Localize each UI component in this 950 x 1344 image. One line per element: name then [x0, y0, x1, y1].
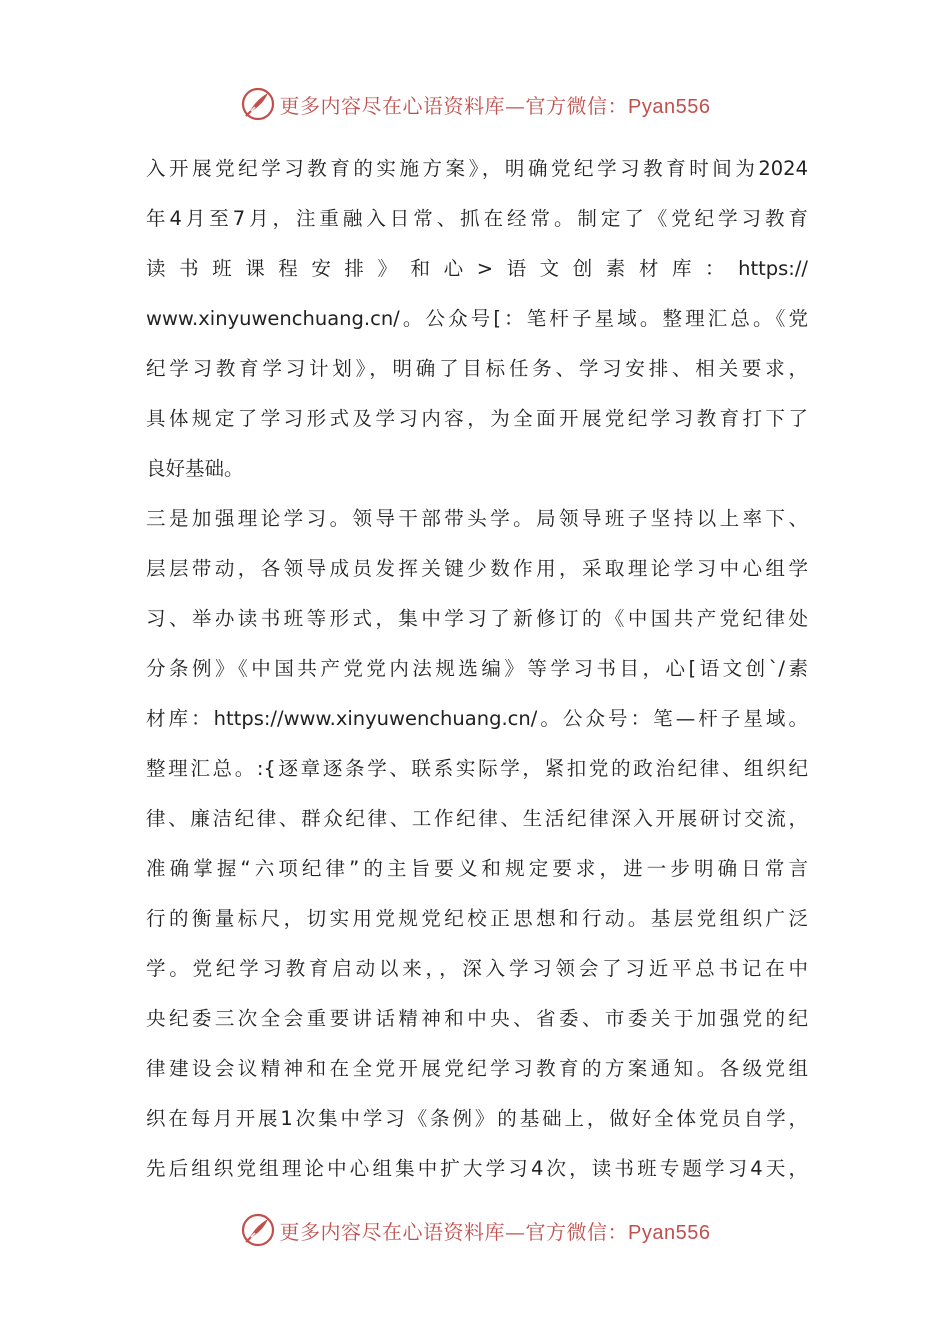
quill-pen-icon [240, 86, 276, 122]
body-line-13: 整理汇总。:{逐章逐条学、联系实际学，紧扣党的政治纪律、组织纪 [146, 757, 808, 780]
body-line-8: 三是加强理论学习。领导干部带头学。局领导班子坚持以上率下、 [146, 507, 808, 530]
watermark-wechat-id: Pyan556 [628, 1221, 711, 1244]
header-watermark [0, 84, 950, 124]
body-line-4: www.xinyuwenchuang.cn/。公众号[：笔杆子星域。整理汇总。《党 [146, 307, 808, 330]
watermark-label: 更多内容尽在心语资料库—官方微信： [279, 93, 629, 118]
watermark-wechat-id: Pyan556 [628, 95, 711, 118]
body-line-11: 分条例》《中国共产党党内法规选编》等学习书目，心[语文创`/素 [146, 657, 808, 680]
body-line-7: 良好基础。 [146, 457, 244, 480]
body-line-20: 织在每月开展1次集中学习《条例》的基础上，做好全体党员自学， [146, 1107, 808, 1130]
watermark-text [280, 90, 711, 119]
watermark-label: 更多内容尽在心语资料库—官方微信： [279, 1219, 629, 1244]
body-line-14: 律、廉洁纪律、群众纪律、工作纪律、生活纪律深入开展研讨交流， [146, 807, 808, 830]
body-line-2: 年4月至7月，注重融入日常、抓在经常。制定了《党纪学习教育 [146, 207, 808, 230]
body-line-21: 先后组织党组理论中心组集中扩大学习4次，读书班专题学习4天， [146, 1157, 808, 1180]
watermark-text [280, 1216, 711, 1245]
body-line-19: 律建设会议精神和在全党开展党纪学习教育的方案通知。各级党组 [146, 1057, 808, 1080]
body-line-9: 层层带动，各领导成员发挥关键少数作用，采取理论学习中心组学 [146, 557, 808, 580]
body-line-16: 行的衡量标尺，切实用党规党纪校正思想和行动。基层党组织广泛 [146, 907, 808, 930]
body-line-10: 习、举办读书班等形式，集中学习了新修订的《中国共产党纪律处 [146, 607, 808, 630]
body-line-17: 学。党纪学习教育启动以来，，深入学习领会了习近平总书记在中 [146, 957, 808, 980]
body-line-12: 材库：https://www.xinyuwenchuang.cn/。公众号：笔—杆子星域。 [146, 707, 808, 730]
body-line-18: 央纪委三次全会重要讲话精神和中央、省委、市委关于加强党的纪 [146, 1007, 808, 1030]
footer-watermark [0, 1210, 950, 1250]
document-body [146, 144, 808, 1194]
body-line-1: 入开展党纪学习教育的实施方案》，明确党纪学习教育时间为2024 [146, 157, 808, 180]
quill-pen-icon [240, 1212, 276, 1248]
body-line-3: 读书班课程安排》和心>语文创素材库：https:// [146, 257, 808, 280]
body-line-6: 具体规定了学习形式及学习内容，为全面开展党纪学习教育打下了 [146, 407, 808, 430]
body-line-5: 纪学习教育学习计划》，明确了目标任务、学习安排、相关要求， [146, 357, 808, 380]
body-line-15: 准确掌握“六项纪律”的主旨要义和规定要求，进一步明确日常言 [146, 857, 808, 880]
